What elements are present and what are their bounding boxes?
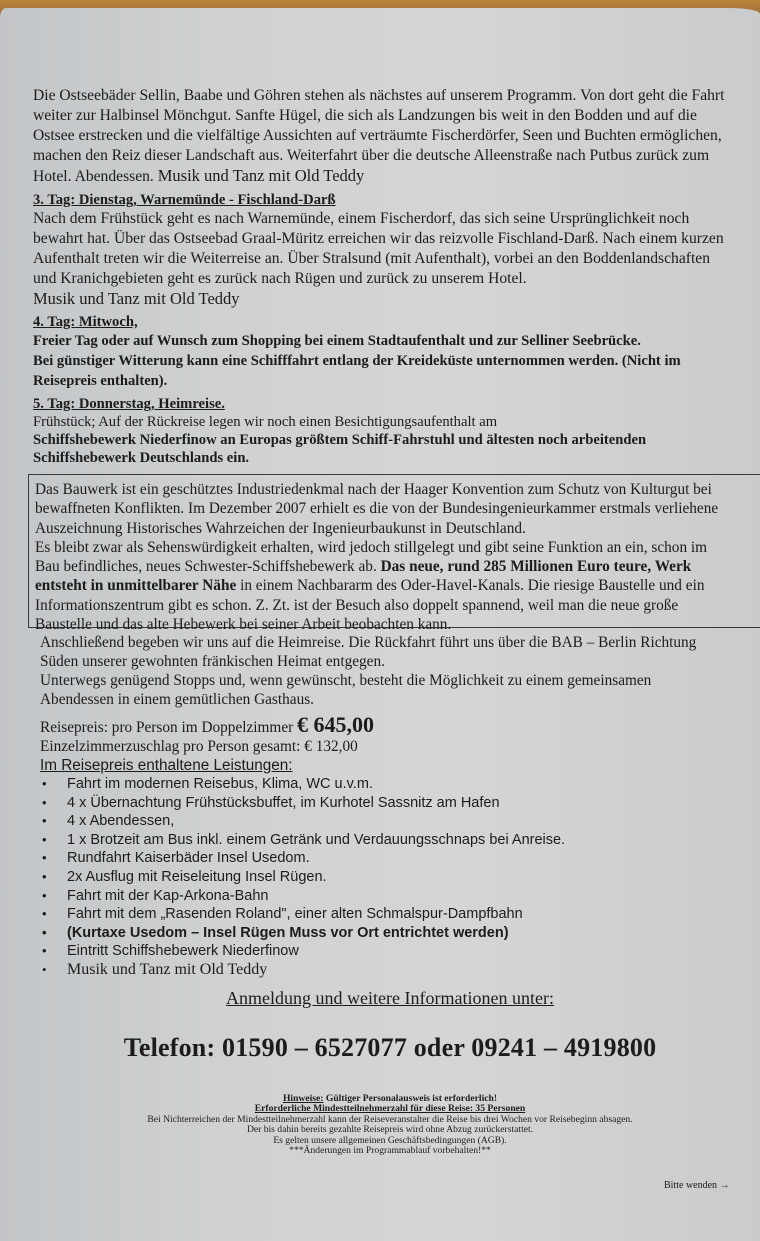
text-line: und Kranichgebieten geht es zurück nach Rügen und zurück zu unserem Hotel. <box>33 270 527 287</box>
note-line: Der bis dahin bereits gezahlte Reisepreis wird ohne Abzug zurückerstattet. <box>246 1124 534 1136</box>
notes-section <box>0 1094 760 1156</box>
list-item <box>40 942 696 961</box>
text-line: bewahrt hat. Über das Ostseebad Graal-Müritz erreichen wir das reizvolle Fischland-Darß. Nach einem kurzen <box>33 230 724 247</box>
text-line: Süden unserer gewohnten fränkischen Heimat entgegen. <box>40 653 385 670</box>
day3-heading: 3. Tag: Dienstag, Warnemünde - Fischland-Darß <box>33 192 336 208</box>
list-item <box>40 849 696 868</box>
text-line: machen den Reiz dieser Landschaft aus. Weiterfahrt über die deutsche Alleenstraße nach Putbus zurück zum <box>33 147 710 164</box>
list-item-text: (Kurtaxe Usedom – Insel Rügen Muss vor Ort entrichtet werden) <box>67 924 509 941</box>
note-line: Bei Nichterreichen der Mindestteilnehmerzahl kann der Reiseveranstalter die Reise bis drei Wochen vor Reisebeginn absagen. <box>147 1113 633 1125</box>
list-item <box>40 887 696 906</box>
itinerary-text <box>33 86 760 467</box>
bullet-icon: • <box>42 906 47 922</box>
list-item <box>40 924 696 943</box>
please-turn-over: Bitte wenden → <box>664 1180 730 1191</box>
bullet-icon: • <box>42 776 47 791</box>
list-item-text: 4 x Abendessen, <box>67 813 175 830</box>
list-item <box>40 794 696 813</box>
bullet-icon: • <box>42 831 47 847</box>
text-line: weiter zur Halbinsel Mönchgut. Sanfte Hügel, die sich als Landzungen bis weit in den Bodden und auf die <box>33 107 697 124</box>
text-line: Die Ostseebäder Sellin, Baabe und Göhren stehen als nächstes auf unserem Programm. Von dort geht die Fahrt <box>33 87 725 104</box>
price-label: Reisepreis: pro Person im Doppelzimmer <box>40 719 298 736</box>
list-item <box>40 961 696 980</box>
text-span-bold: entsteht in unmittelbarer Nähe <box>35 577 237 595</box>
text-line: Baustelle und das alte Hebewerk bei seiner Arbeit beobachten kann. <box>35 616 452 634</box>
text-span: Bau befindliches, neues Schwester-Schiffshebewerk ab. <box>35 558 381 576</box>
list-item-text: 1 x Brotzeit am Bus inkl. einem Getränk und Verdauungsschnaps bei Anreise. <box>67 831 566 848</box>
musik-note: Musik und Tanz mit Old Teddy <box>33 289 240 308</box>
text-line <box>35 576 760 595</box>
list-item <box>40 831 696 850</box>
text-line: Freier Tag oder auf Wunsch zum Shopping bei einem Stadtaufenthalt und zur Selliner Seebrücke. <box>33 333 641 349</box>
bullet-icon: • <box>42 887 47 903</box>
list-item <box>40 868 696 887</box>
note-line: ***Änderungen im Programmablauf vorbehalten!** <box>289 1145 491 1157</box>
day4-section <box>33 309 760 391</box>
registration-heading: Anmeldung und weitere Informationen unter: <box>226 988 554 1008</box>
text-line: Nach dem Frühstück geht es nach Warnemünde, einem Fischerdorf, das sich seine Ursprünglichkeit noch <box>33 210 690 227</box>
min-participants-note: Erforderliche Mindestteilnehmerzahl für diese Reise: 35 Personen <box>254 1103 526 1115</box>
text-line: Abendessen in einem gemütlichen Gasthaus. <box>40 691 314 708</box>
list-item-text: Eintritt Schiffshebewerk Niederfinow <box>67 943 299 960</box>
text-line: Schiffshebewerk Niederfinow an Europas größtem Schiff-Fahrstuhl und ältesten noch arbeitenden <box>33 432 647 448</box>
list-item-text: Fahrt mit dem „Rasenden Roland", einer alten Schmalspur-Dampfbahn <box>67 906 523 923</box>
text-line: Schiffshebewerk Deutschlands ein. <box>33 450 250 466</box>
hinweise-label: Hinweise: <box>282 1093 324 1104</box>
day5-heading: 5. Tag: Donnerstag, Heimreise. <box>33 396 225 412</box>
day4-heading: 4. Tag: Mitwoch, <box>33 314 138 330</box>
text-span: Hotel. Abendessen. <box>33 168 158 185</box>
text-line: Ostsee erstrecken und die vielfältige Aussichten auf verträumte Fischerdörfer, Seen und Buchten ermöglichen, <box>33 127 722 144</box>
list-item <box>40 812 696 831</box>
price-line <box>40 712 696 737</box>
text-line: Es bleibt zwar als Sehenswürdigkeit erhalten, wird jedoch stillgelegt und gibt seine Funktion an ein, schon im <box>35 538 708 556</box>
services-heading: Im Reisepreis enthaltene Leistungen: <box>40 757 293 774</box>
niederfinow-info-box <box>28 474 760 634</box>
single-room-surcharge: Einzelzimmerzuschlag pro Person gesamt: € 132,00 <box>40 738 358 755</box>
return-and-price-section <box>40 633 696 980</box>
text-line: Reisepreis enthalten). <box>33 373 168 389</box>
list-item-text: 2x Ausflug mit Reiseleitung Insel Rügen. <box>67 868 327 885</box>
text-line <box>35 557 760 576</box>
bullet-icon: • <box>42 924 47 940</box>
list-item-text: Fahrt im modernen Reisebus, Klima, WC u.v.m. <box>67 776 373 792</box>
text-line: Auszeichnung Historisches Wahrzeichen der Ingenieurbaukunst in Deutschland. <box>35 519 526 537</box>
text-span-bold: Das neue, rund 285 Millionen Euro teure, Werk <box>380 558 692 576</box>
day3-section <box>33 187 760 309</box>
text-line: bewaffneten Konflikten. Im Dezember 2007 erhielt es die von der Bundesingenieurkammer erstmals verliehene <box>35 500 719 518</box>
text-line: Informationszentrum gibt es schon. Z. Zt. ist der Besuch also doppelt spannend, weil man die neue große <box>35 596 679 614</box>
text-line: Anschließend begeben wir uns auf die Heimreise. Die Rückfahrt führt uns über die BAB – Berlin Richtung <box>40 634 697 651</box>
list-item <box>40 905 696 924</box>
text-line: Frühstück; Auf der Rückreise legen wir noch einen Besichtigungsaufenthalt am <box>33 414 498 430</box>
bullet-icon: • <box>42 794 47 810</box>
services-list <box>40 775 696 980</box>
text-line: Das Bauwerk ist ein geschütztes Industriedenkmal nach der Haager Konvention zum Schutz von Kulturgut bei <box>35 481 712 498</box>
list-item <box>40 775 696 794</box>
day5-section <box>33 391 760 467</box>
phone-numbers: Telefon: 01590 – 6527077 oder 09241 – 4919800 <box>123 1033 657 1062</box>
bullet-icon: • <box>42 961 47 977</box>
intro-paragraph <box>33 86 760 187</box>
text-line: Bei günstiger Witterung kann eine Schifffahrt entlang der Kreideküste unternommen werden. (Nicht im <box>33 353 681 369</box>
bullet-icon: • <box>42 813 47 829</box>
list-item-text: Rundfahrt Kaiserbäder Insel Usedom. <box>67 850 310 867</box>
text-span: in einem Nachbararm des Oder-Havel-Kanals. Die riesige Baustelle und ein <box>236 577 705 595</box>
bullet-icon: • <box>42 850 47 866</box>
text-line <box>33 166 760 187</box>
list-item-text: 4 x Übernachtung Frühstücksbuffet, im Kurhotel Sassnitz am Hafen <box>67 794 500 811</box>
text-line: Unterwegs genügend Stopps und, wenn gewünscht, besteht die Möglichkeit zu einem gemeinsamen <box>40 672 652 689</box>
price-amount: € 645,00 <box>297 712 375 737</box>
text-line: Aufenthalt treten wir die Weiterreise an. Über Stralsund (mit Aufenthalt), vorbei an den Boddenlandschaften <box>33 250 711 267</box>
note-line: Es gelten unsere allgemeinen Geschäftsbedingungen (AGB). <box>273 1134 507 1146</box>
bullet-icon: • <box>42 868 47 884</box>
list-item-text: Fahrt mit der Kap-Arkona-Bahn <box>67 887 269 904</box>
musik-note: Musik und Tanz mit Old Teddy <box>157 166 365 185</box>
list-item-text: Musik und Tanz mit Old Teddy <box>67 960 268 978</box>
bullet-icon: • <box>42 943 47 959</box>
hinweise-text: Gültiger Personalausweis ist erforderlich! <box>323 1093 498 1104</box>
